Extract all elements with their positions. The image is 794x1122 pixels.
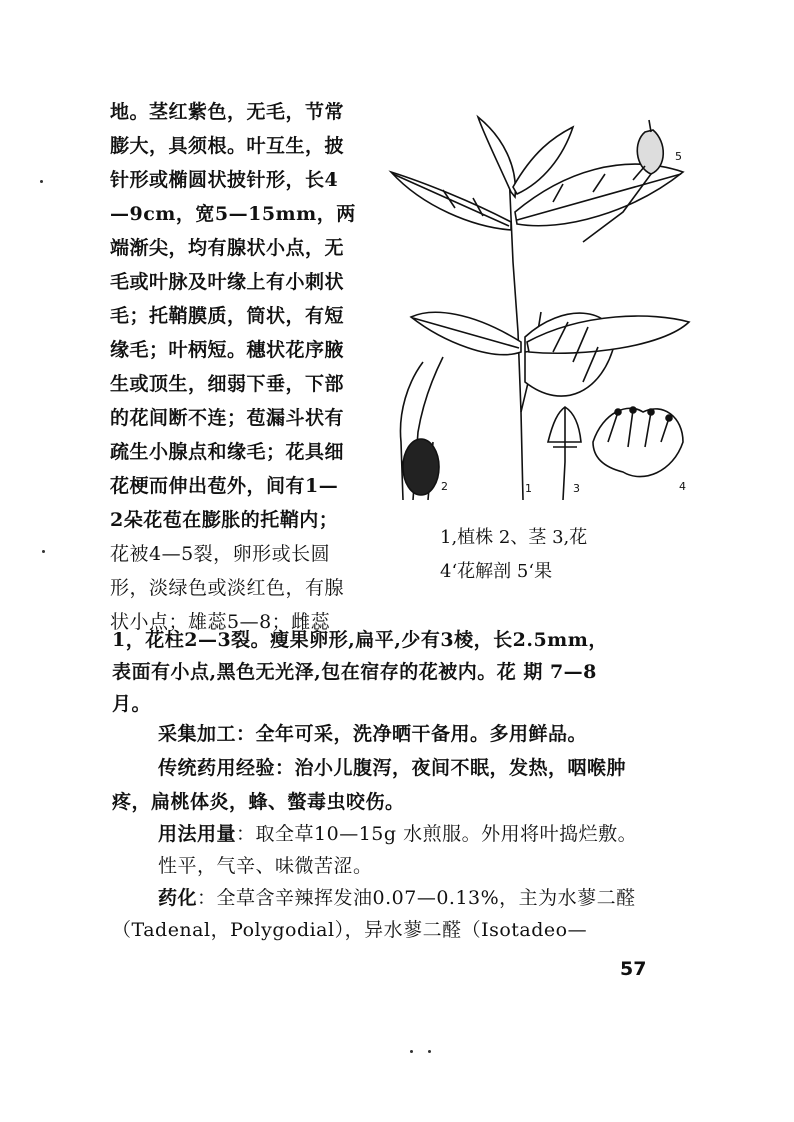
text-line: 生或顶生，细弱下垂，下部 (110, 373, 345, 395)
plant-illustration (383, 112, 695, 500)
section-label: 传统药用经验 (158, 757, 276, 779)
figure-label: 5 (675, 150, 682, 163)
text-line: 形，淡绿色或淡红色，有腺 (110, 577, 345, 599)
text-line: 花被4—5裂，卵形或长圆 (110, 543, 331, 565)
section-text: ：全草含辛辣挥发油0.07—0.13%，主为水蓼二醛 (197, 887, 636, 909)
text-line: 毛或叶脉及叶缘上有小刺状 (110, 271, 345, 293)
section-chemistry (158, 886, 636, 910)
section-dosage (158, 822, 637, 846)
text-line: 缘毛；叶柄短。穗状花序腋 (110, 339, 345, 361)
text-line: 花梗而伸出苞外，间有1— (110, 475, 339, 497)
text-line: 地。茎红紫色，无毛，节常 (110, 101, 345, 123)
text-line: 针形或椭圆状披针形，长4 (110, 169, 339, 191)
text-line: 表面有小点,黑色无光泽,包在宿存的花被内。花 期 7—8 (112, 661, 597, 683)
section-traditional-use (158, 756, 626, 780)
section-label: 用法用量 (158, 823, 237, 845)
scan-speck (42, 550, 45, 553)
text-line: 膨大，具须根。叶互生，披 (110, 135, 345, 157)
figure-label: 1 (525, 482, 532, 495)
figure-caption-line2: 4‘花解剖 5‘果 (440, 561, 553, 582)
section-label: 药化 (158, 887, 198, 909)
figure-label: 2 (441, 480, 448, 493)
text-line: 端渐尖，均有腺状小点，无 (110, 237, 345, 259)
figure-caption-line1: 1,植株 2、茎 3,花 (440, 527, 588, 548)
scan-speck (40, 180, 43, 183)
text-line: —9cm，宽5—15mm，两 (110, 203, 356, 225)
section-harvest (158, 722, 587, 746)
figure-label: 3 (573, 482, 580, 495)
text-line: 疏生小腺点和缘毛；花具细 (110, 441, 345, 463)
text-line: 毛；托鞘膜质，筒状，有短 (110, 305, 345, 327)
figure-label: 4 (679, 480, 686, 493)
text-line: 疼，扁桃体炎，蜂、螫毒虫咬伤。 (112, 791, 405, 813)
section-label: 采集加工 (158, 723, 237, 745)
text-line: 性平，气辛、味微苦涩。 (158, 855, 373, 877)
text-line: 月。 (112, 693, 152, 715)
scan-speck (410, 1050, 413, 1053)
text-line: 2朵花苞在膨胀的托鞘内； (110, 509, 339, 531)
section-text: ：全年可采，洗净晒干备用。多用鲜品。 (236, 723, 588, 745)
section-text: ：取全草10—15g 水煎服。外用将叶捣烂敷。 (236, 823, 638, 845)
page-number: 57 (620, 958, 647, 980)
text-line: （Tadenal，Polygodial），异水蓼二醛（Isotadeo— (112, 919, 588, 941)
text-line: 状小点；雄蕊5—8；雌蕊 (110, 611, 331, 633)
section-text: ：治小儿腹泻，夜间不眠，发热，咽喉肿 (275, 757, 627, 779)
text-line: 1，花柱2—3裂。瘦果卵形,扁平,少有3棱，长2.5mm， (112, 629, 608, 651)
text-line: 的花间断不连；苞漏斗状有 (110, 407, 345, 429)
scan-speck (428, 1050, 431, 1053)
